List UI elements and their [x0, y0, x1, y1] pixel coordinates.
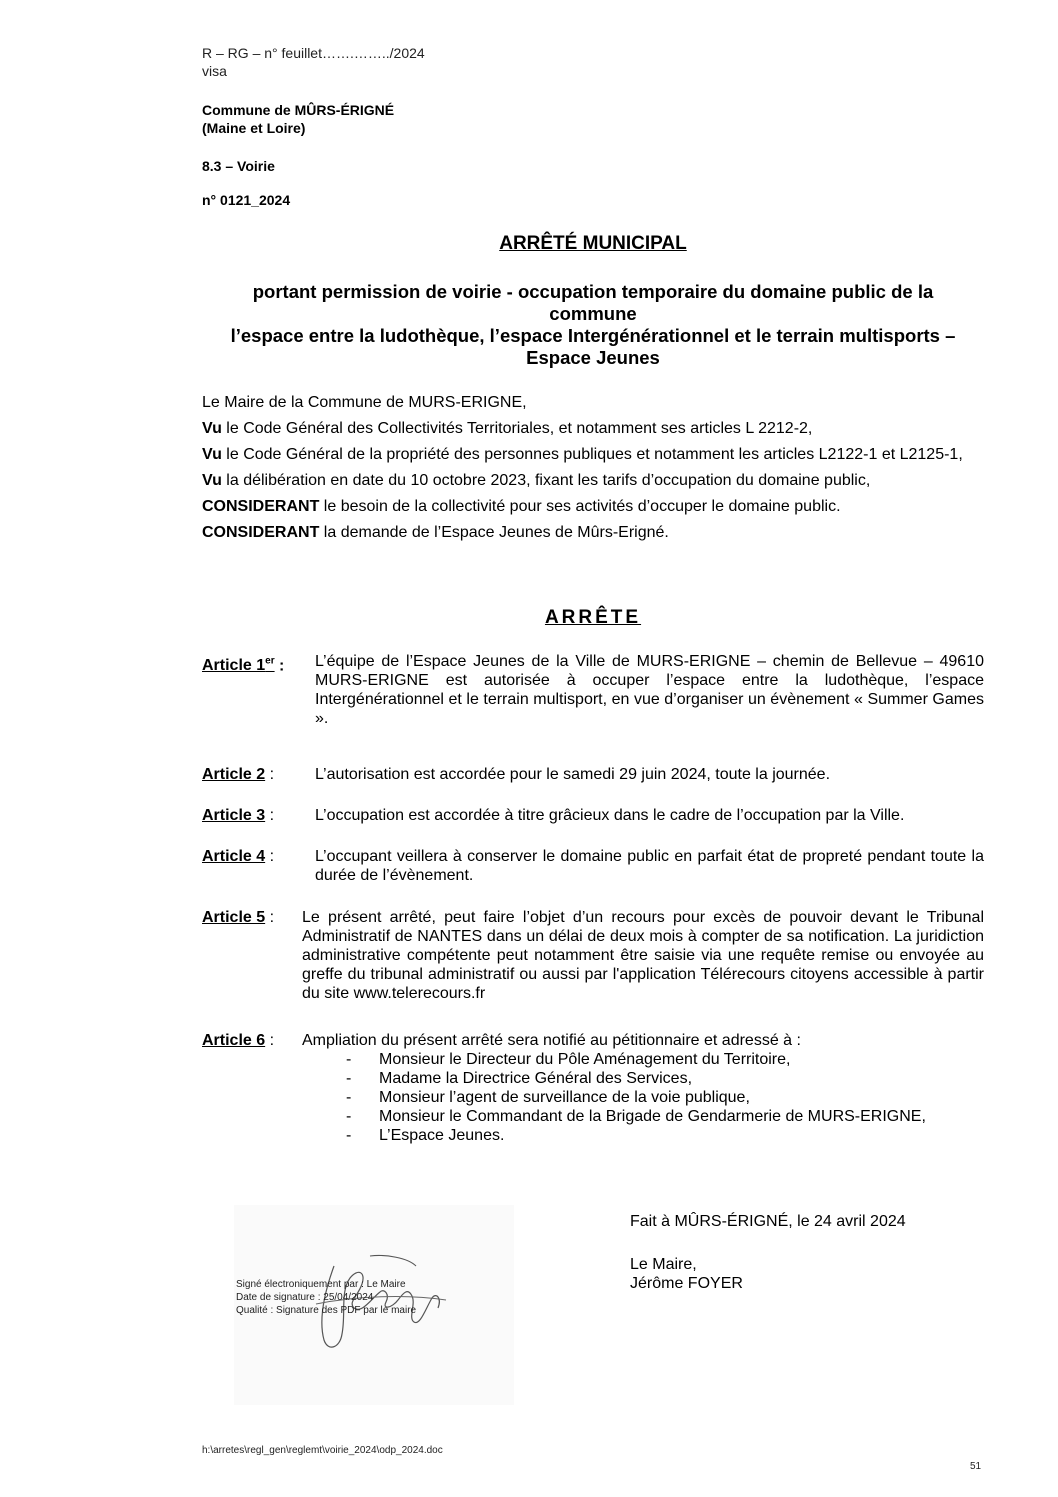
- place-date: Fait à MÛRS-ÉRIGNÉ, le 24 avril 2024: [630, 1213, 906, 1230]
- subtitle-line: Espace Jeunes: [526, 347, 660, 368]
- subtitle-line: portant permission de voirie - occupation temporaire du domaine public de la: [252, 281, 934, 302]
- article-3: [202, 806, 984, 825]
- vu-label: Vu: [202, 446, 222, 463]
- arrete-heading: ARRÊTE: [544, 607, 642, 628]
- article-text: Le présent arrêté, peut faire l’objet d’un recours pour excès de pouvoir devant le Tribunal Administratif de NANTES dans un délai de deux mois à compter de sa notification. La juridiction administrative compétente peut notamment être saisie via une requête remise ou envoyée au greffe du tribunal administratif ou aussi par l'application Télérecours citoyens accessible à partir du site www.telerecours.fr: [302, 909, 984, 1002]
- considerant-label: CONSIDERANT: [202, 524, 320, 541]
- article-text: L’occupant veillera à conserver le domaine public en parfait état de propreté pendant toute la durée de l’évènement.: [315, 848, 984, 884]
- esign-line: Signé électroniquement par : Le Maire: [236, 1279, 406, 1290]
- article-1: [202, 652, 984, 728]
- subtitle-line: l’espace entre la ludothèque, l’espace Intergénérationnel et le terrain multisports –: [230, 325, 956, 346]
- article-text: L’équipe de l’Espace Jeunes de la Ville de MURS-ERIGNE – chemin de Bellevue – 49610 MURS-ERIGNE est autorisée à occuper l’espace entre la ludothèque, l’espace Intergénérationnel et le terrain multisport, en vue d’organiser un évènement « Summer Games ».: [315, 653, 984, 727]
- ref-line: R – RG – n° feuillet…….……../2024: [202, 45, 425, 61]
- list-item: - Monsieur le Commandant de la Brigade de Gendarmerie de MURS-ERIGNE,: [346, 1107, 984, 1126]
- visa-line: visa: [202, 63, 227, 79]
- article-label: Article 6 :: [202, 1032, 275, 1049]
- article-label: Article 5 :: [202, 909, 275, 926]
- considerant-label: CONSIDERANT: [202, 498, 320, 515]
- vu-label: Vu: [202, 420, 222, 437]
- e-signature-text: [236, 1278, 416, 1317]
- vu-label: Vu: [202, 472, 222, 489]
- article-label: Article 1er :: [202, 656, 285, 675]
- recipient-list: [302, 1050, 984, 1145]
- esign-line: Qualité : Signature des PDF par le maire: [236, 1305, 417, 1316]
- preamble: [202, 393, 984, 549]
- reference-block: [202, 44, 425, 80]
- list-item: - L’Espace Jeunes.: [346, 1126, 984, 1145]
- list-item: - Monsieur l’agent de surveillance de la voie publique,: [346, 1088, 984, 1107]
- vu-clause: Vu la délibération en date du 10 octobre 2023, fixant les tarifs d’occupation du domaine public,: [202, 472, 871, 489]
- page-number: 51: [970, 1461, 982, 1472]
- document-subtitle: [200, 281, 986, 369]
- signatory-role: Le Maire,: [630, 1256, 697, 1273]
- article-text: Ampliation du présent arrêté sera notifié au pétitionnaire et adressé à :: [302, 1032, 801, 1049]
- document-title: ARRÊTÉ MUNICIPAL: [499, 233, 687, 254]
- commune-block: [202, 101, 394, 137]
- article-6: [202, 1031, 984, 1145]
- list-item: - Madame la Directrice Général des Services,: [346, 1069, 984, 1088]
- article-label: Article 4 :: [202, 848, 275, 865]
- file-path: h:\arretes\regl_gen\reglemt\voirie_2024\odp_2024.doc: [202, 1445, 443, 1456]
- article-label: Article 2 :: [202, 766, 275, 783]
- considerant-clause: CONSIDERANT le besoin de la collectivité pour ses activités d’occuper le domaine public.: [202, 498, 841, 515]
- commune-name: Commune de MÛRS-ÉRIGNÉ: [202, 102, 395, 118]
- considerant-clause: CONSIDERANT la demande de l’Espace Jeunes de Mûrs-Erigné.: [202, 524, 669, 541]
- article-text: L’occupation est accordée à titre grâcieux dans le cadre de l’occupation par la Ville.: [315, 807, 905, 824]
- category: 8.3 – Voirie: [202, 158, 275, 174]
- subtitle-line: commune: [549, 303, 637, 324]
- article-label: Article 3 :: [202, 807, 275, 824]
- decree-number: n° 0121_2024: [202, 192, 291, 208]
- signatory-name: Jérôme FOYER: [630, 1275, 743, 1292]
- vu-clause: Vu le Code Général de la propriété des personnes publiques et notamment les articles L2122-1 et L2125-1,: [202, 446, 963, 463]
- vu-clause: Vu le Code Général des Collectivités Territoriales, et notamment ses articles L 2212-2,: [202, 420, 813, 437]
- preamble-intro: Le Maire de la Commune de MURS-ERIGNE,: [202, 394, 527, 411]
- signature-block: [630, 1212, 906, 1293]
- commune-department: (Maine et Loire): [202, 120, 306, 136]
- article-2: [202, 765, 984, 784]
- article-4: [202, 847, 984, 885]
- article-text: L’autorisation est accordée pour le samedi 29 juin 2024, toute la journée.: [315, 766, 831, 783]
- list-item: - Monsieur le Directeur du Pôle Aménagement du Territoire,: [346, 1050, 984, 1069]
- esign-line: Date de signature : 25/04/2024: [236, 1292, 374, 1303]
- article-5: [202, 908, 984, 1003]
